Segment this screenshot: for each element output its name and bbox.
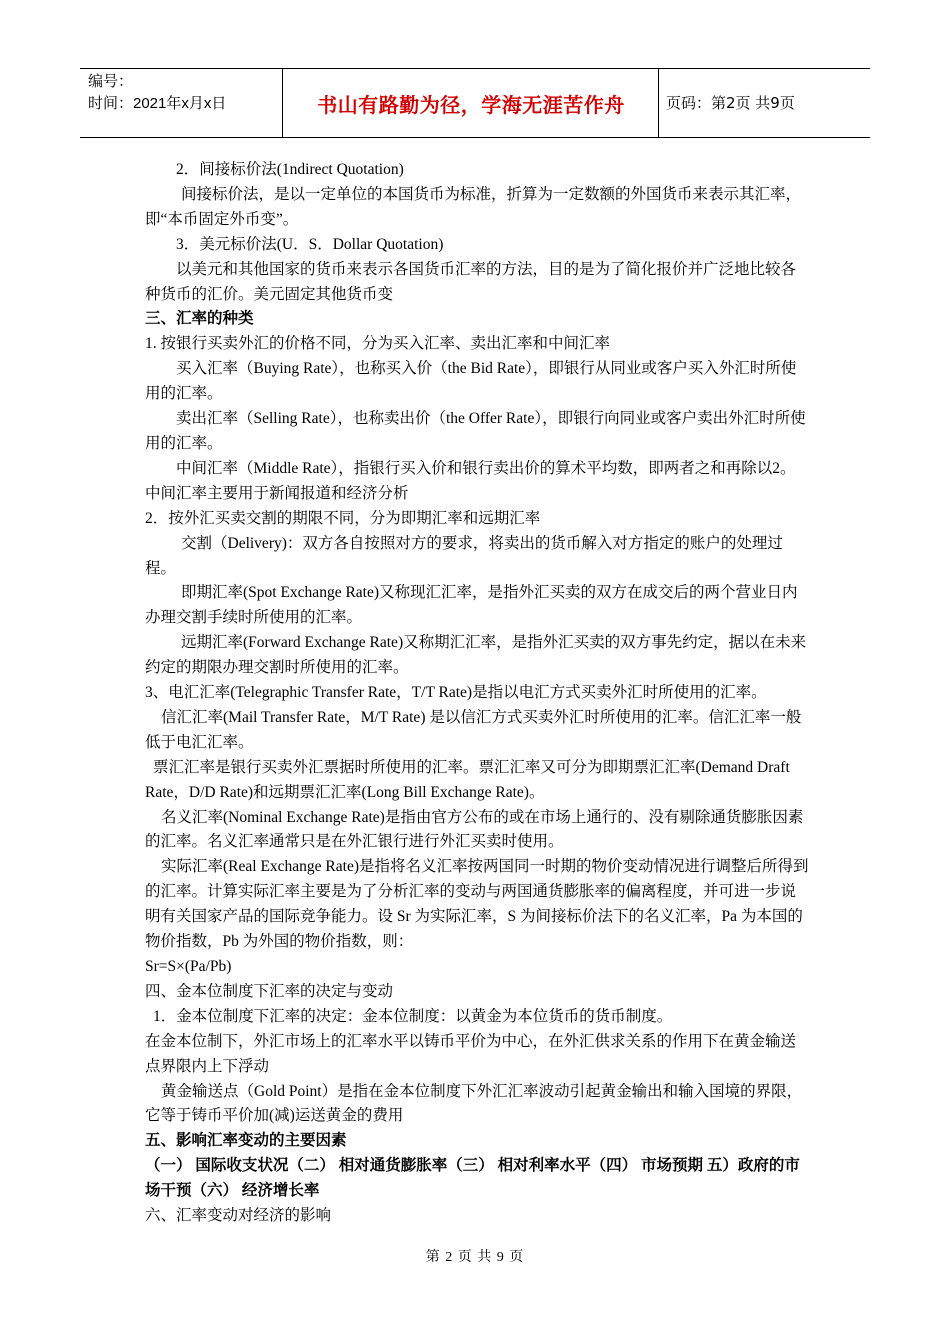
- paragraph: 交割（Delivery)：双方各自按照对方的要求，将卖出的货币解入对方指定的账户的处理过程。: [145, 534, 783, 577]
- paragraph: 2．间接标价法(1ndirect Quotation): [176, 161, 404, 178]
- page-footer: 第 2 页 共 9 页: [425, 1250, 525, 1265]
- paragraph: 3、电汇汇率(Telegraphic Transfer Rate，T/T Rate)是指以电汇方式买卖外汇时所使用的汇率。: [145, 684, 767, 702]
- paragraph: 以美元和其他国家的货币来表示各国货币汇率的方法，目的是为了简化报价并广泛地比较各种货币的汇价。美元固定其他货币变: [145, 260, 797, 303]
- paragraph: 即期汇率(Spot Exchange Rate)又称现汇汇率，是指外汇买卖的双方在成交后的两个营业日内办理交割手续时所使用的汇率。: [145, 584, 798, 627]
- paragraph: 黄金输送点（Gold Point）是指在金本位制度下外汇汇率波动引起黄金输出和输入国境的界限，它等于铸币平价加(减)运送黄金的费用: [145, 1082, 803, 1125]
- document-body: [145, 158, 810, 1229]
- paragraph: 中间汇率（Middle Rate），指银行买入价和银行卖出价的算术平均数，即两者之和再除以2。中间汇率主要用于新闻报道和经济分析: [145, 459, 796, 502]
- header-number-label: 编号：: [88, 73, 134, 90]
- section-heading: 四、金本位制度下汇率的决定与变动: [145, 982, 394, 1000]
- header-left-cell: [88, 71, 226, 115]
- factor-list: （一） 国际收支状况（二） 相对通货膨胀率（三） 相对利率水平（四） 市场预期 五）政府的市场干预（六） 经济增长率: [145, 1157, 800, 1200]
- header-table: [80, 68, 870, 138]
- section-heading: 三、汇率的种类: [145, 310, 254, 328]
- paragraph: 买入汇率（Buying Rate），也称买入价（the Bid Rate），即银行从同业或客户买入外汇时所使用的汇率。: [145, 360, 797, 403]
- paragraph: 信汇汇率(Mail Transfer Rate，M/T Rate) 是以信汇方式买卖外汇时所使用的汇率。信汇汇率一般低于电汇汇率。: [145, 708, 802, 751]
- paragraph: 1. 按银行买卖外汇的价格不同，分为买入汇率、卖出汇率和中间汇率: [145, 335, 611, 353]
- paragraph: 票汇汇率是银行买卖外汇票据时所使用的汇率。票汇汇率又可分为即期票汇汇率(Demand Draft Rate，D/D Rate)和远期票汇汇率(Long Bill Exchange Rate)。: [145, 758, 790, 801]
- paragraph: 远期汇率(Forward Exchange Rate)又称期汇汇率，是指外汇买卖的双方事先约定，据以在未来约定的期限办理交割时所使用的汇率。: [145, 634, 807, 677]
- section-heading: 六、汇率变动对经济的影响: [145, 1207, 332, 1225]
- paragraph: 1．金本位制度下汇率的决定：金本位制度：以黄金为本位货币的货币制度。: [153, 1007, 673, 1025]
- formula: Sr=S×(Pa/Pb): [145, 958, 232, 975]
- section-heading: 五、影响汇率变动的主要因素: [145, 1132, 347, 1150]
- paragraph: 实际汇率(Real Exchange Rate)是指将名义汇率按两国同一时期的物价变动情况进行调整后所得到的汇率。计算实际汇率主要是为了分析汇率的变动与两国通货膨胀率的偏离程度，并可进一步说明有关国家产品的国际竞争能力。设 Sr 为实际汇率，S 为间接标价法下的名义汇率，Pa 为本国的物价指数，Pb 为外国的物价指数，则：: [145, 858, 809, 951]
- header-divider-2: [658, 69, 659, 137]
- header-motto: 书山有路勤为径，学海无涯苦作舟: [317, 93, 625, 117]
- paragraph: 2．按外汇买卖交割的期限不同，分为即期汇率和远期汇率: [145, 509, 541, 527]
- paragraph: 名义汇率(Nominal Exchange Rate)是指由官方公布的或在市场上通行的、没有剔除通货膨胀因素的汇率。名义汇率通常只是在外汇银行进行外汇买卖时使用。: [145, 808, 804, 851]
- header-date: 时间：2021年x月x日: [88, 95, 227, 112]
- paragraph: 3．美元标价法(U．S．Dollar Quotation): [176, 235, 444, 253]
- header-page-code: 页码：第2页 共9页: [666, 94, 795, 112]
- paragraph: 在金本位制下，外汇市场上的汇率水平以铸币平价为中心，在外汇供求关系的作用下在黄金输送点界限内上下浮动: [145, 1032, 797, 1075]
- paragraph: 卖出汇率（Selling Rate），也称卖出价（the Offer Rate），即银行向同业或客户卖出外汇时所使用的汇率。: [145, 410, 806, 452]
- paragraph: 间接标价法，是以一定单位的本国货币为标准，折算为一定数额的外国货币来表示其汇率，即“本币固定外币变”。: [145, 185, 802, 228]
